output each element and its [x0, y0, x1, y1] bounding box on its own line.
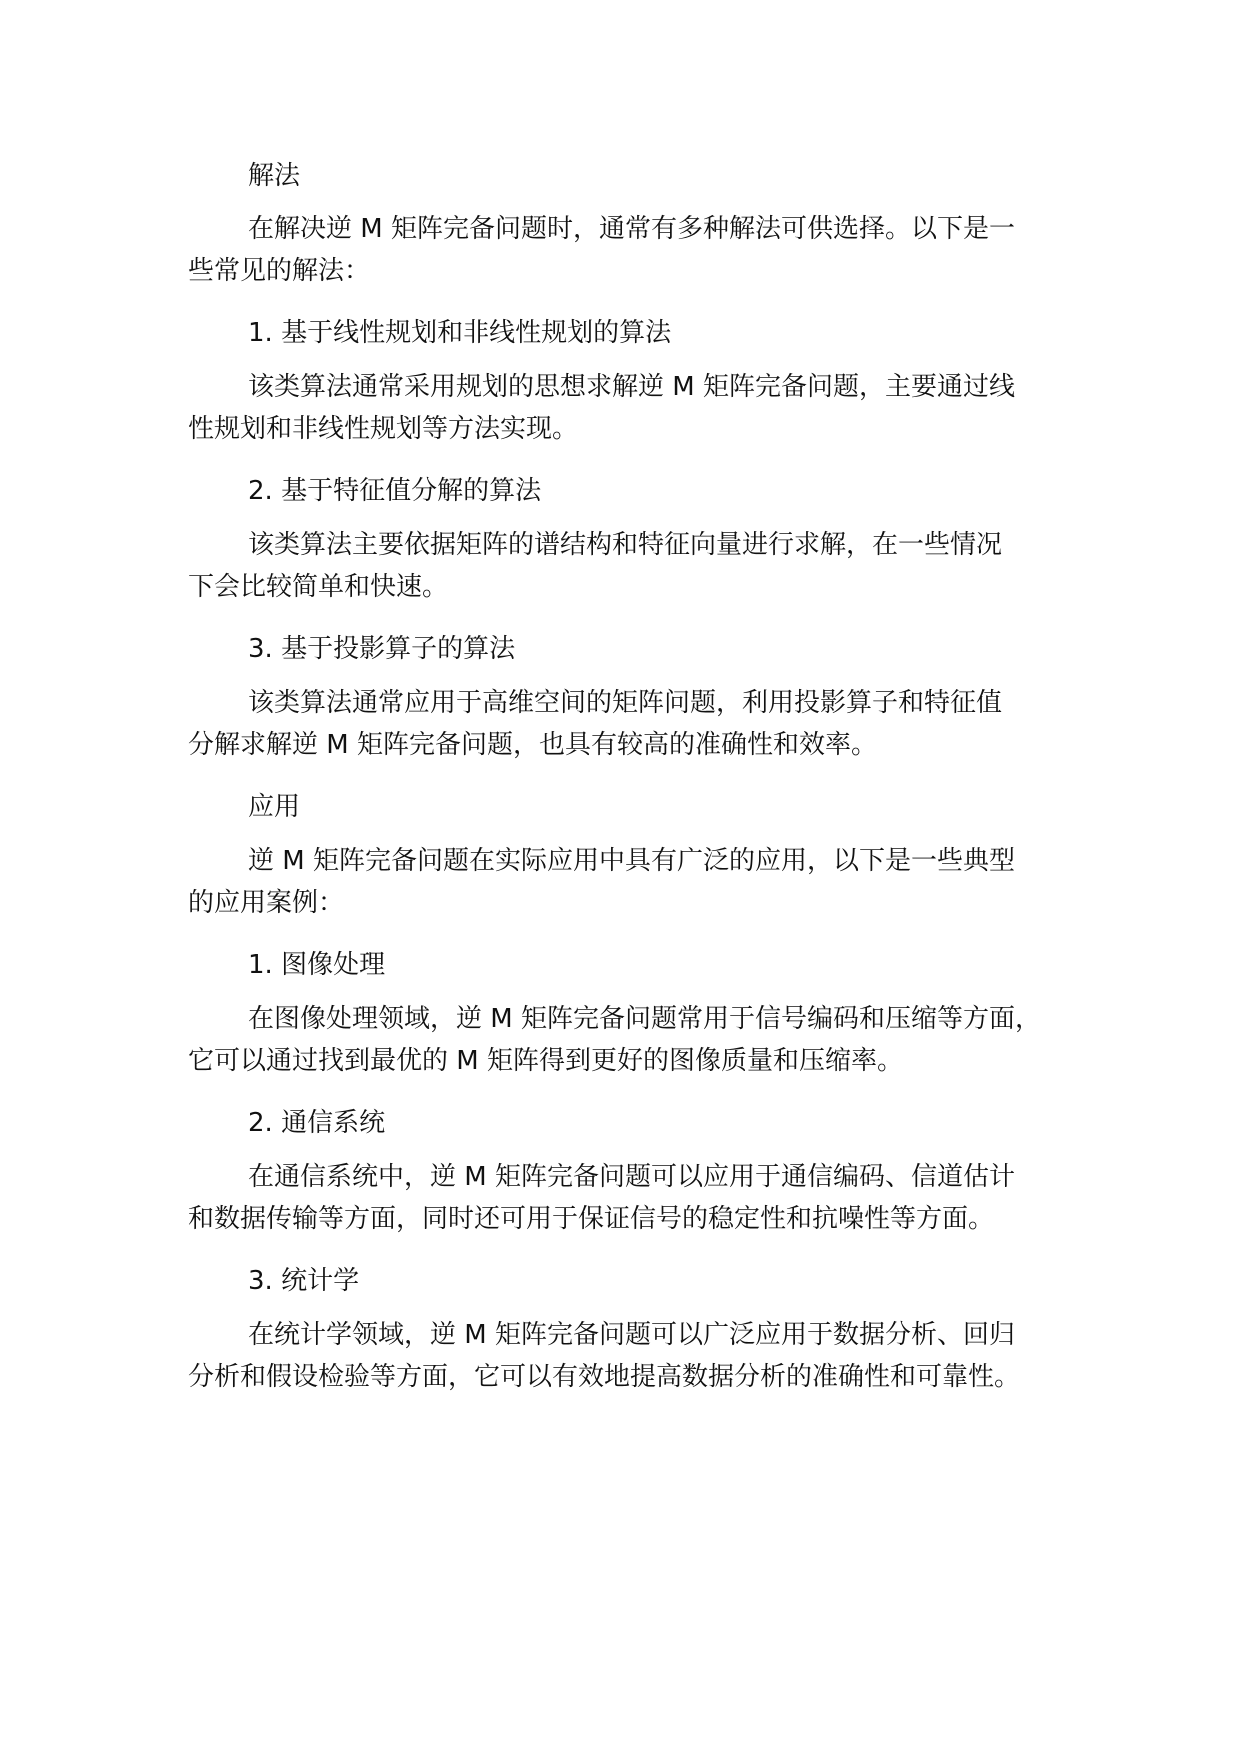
solutions-intro-line-2: 些常见的解法： — [188, 256, 371, 286]
application-item-2-body-line-2: 和数据传输等方面，同时还可用于保证信号的稳定性和抗噪性等方面。 — [188, 1204, 995, 1234]
applications-intro-line-2: 的应用案例： — [188, 888, 345, 918]
solution-item-2-title: 2. 基于特征值分解的算法 — [248, 476, 542, 506]
solution-item-1-body-line-2: 性规划和非线性规划等方法实现。 — [188, 414, 579, 444]
solution-item-1-body-line-1: 该类算法通常采用规划的思想求解逆 M 矩阵完备问题，主要通过线 — [248, 372, 1015, 402]
application-item-1-title: 1. 图像处理 — [248, 950, 386, 980]
application-item-1-body-line-2: 它可以通过找到最优的 M 矩阵得到更好的图像质量和压缩率。 — [188, 1046, 903, 1076]
application-item-3-body-line-2: 分析和假设检验等方面，它可以有效地提高数据分析的准确性和可靠性。 — [188, 1362, 1021, 1392]
applications-intro-line-1: 逆 M 矩阵完备问题在实际应用中具有广泛的应用，以下是一些典型 — [248, 846, 1015, 876]
application-item-1-body-line-1: 在图像处理领域，逆 M 矩阵完备问题常用于信号编码和压缩等方面， — [248, 1004, 1041, 1034]
solution-item-3-body-line-2: 分解求解逆 M 矩阵完备问题，也具有较高的准确性和效率。 — [188, 730, 877, 760]
solution-item-2-body-line-2: 下会比较简单和快速。 — [188, 572, 449, 602]
section-heading-applications: 应用 — [248, 792, 301, 822]
solution-item-3-body-line-1: 该类算法通常应用于高维空间的矩阵问题，利用投影算子和特征值 — [248, 688, 1003, 718]
application-item-2-body-line-1: 在通信系统中，逆 M 矩阵完备问题可以应用于通信编码、信道估计 — [248, 1162, 1015, 1192]
solution-item-1-title: 1. 基于线性规划和非线性规划的算法 — [248, 318, 672, 348]
solution-item-3-title: 3. 基于投影算子的算法 — [248, 634, 516, 664]
section-heading-solutions: 解法 — [248, 161, 301, 191]
solutions-intro-line-1: 在解决逆 M 矩阵完备问题时，通常有多种解法可供选择。以下是一 — [248, 214, 1015, 244]
application-item-2-title: 2. 通信系统 — [248, 1108, 386, 1138]
solution-item-2-body-line-1: 该类算法主要依据矩阵的谱结构和特征向量进行求解，在一些情况 — [248, 530, 1003, 560]
application-item-3-title: 3. 统计学 — [248, 1266, 360, 1296]
application-item-3-body-line-1: 在统计学领域，逆 M 矩阵完备问题可以广泛应用于数据分析、回归 — [248, 1320, 1015, 1350]
